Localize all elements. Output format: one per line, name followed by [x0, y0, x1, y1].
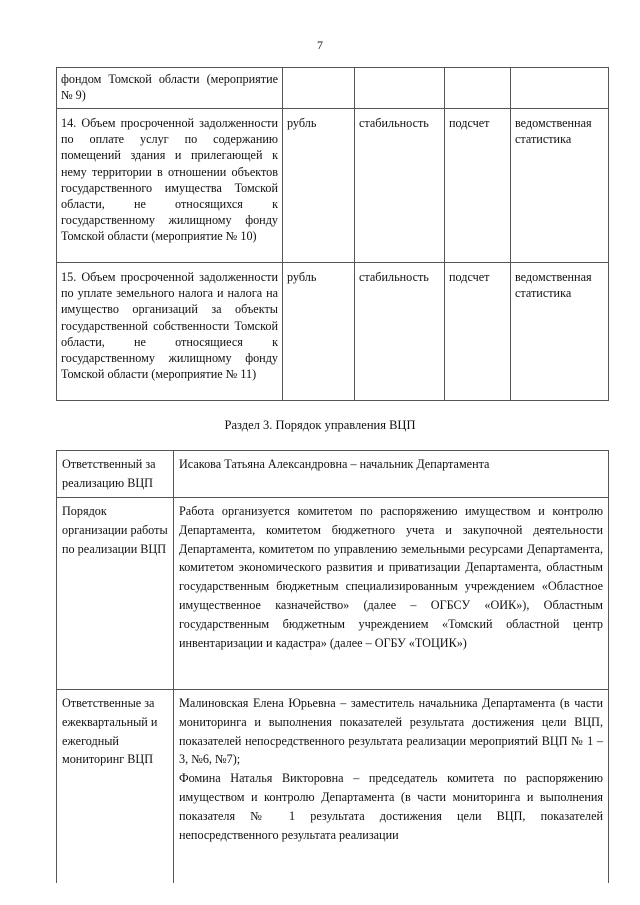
indicator-unit [283, 68, 355, 109]
management-table [56, 450, 609, 883]
indicator-trend: стабильность [355, 109, 445, 263]
management-content [174, 451, 609, 498]
management-content [174, 690, 609, 884]
management-paragraph: Фомина Наталья Викторовна – председатель комитета по распоряжению имуществом и контролю Департамента (в части мониторинга и выполнения показателя № 1 результата достижения цели ВЦП, показателей непосредственного результата реализации [179, 771, 603, 842]
indicator-description: фондом Томской области (мероприятие № 9) [57, 68, 283, 109]
management-paragraph: Малиновская Елена Юрьевна – заместитель начальника Департамента (в части мониторинга и выполнения показателей результата достижения цели ВЦП, показателей непосредственного результата реализации мероприятий ВЦП № 1 – 3, №6, №7); [179, 696, 603, 767]
table-row [57, 498, 609, 690]
indicator-unit: рубль [283, 263, 355, 401]
management-paragraph: Работа организуется комитетом по распоряжению имуществом и контролю Департамента, комитетом бюджетного учета и закупочной деятельности Департамента, комитетом по управлению земельными ресурсами Департамента, комитетом экономического развития и приватизации Департамента, областным государственным бюджетным специализированным учреждением «Областное имущественное казначейство» (далее – ОГБСУ «ОИК»), Областным государственным бюджетным учреждением «Томский областной центр инвентаризации и кадастра» (далее – ОГБУ «ТОЦИК») [179, 504, 603, 650]
indicator-method: подсчет [445, 109, 511, 263]
indicator-trend: стабильность [355, 263, 445, 401]
indicator-description: 14. Объем просроченной задолженности по оплате услуг по содержанию помещений здания и прилегающей к нему территории в отношении объектов государственного имущества Томской области, не относящихся к государственному жилищному фонду Томской области (мероприятие № 10) [57, 109, 283, 263]
management-label: Ответственные за ежеквартальный и ежегодный мониторинг ВЦП [57, 690, 174, 884]
indicators-table [56, 67, 609, 401]
section-title: Раздел 3. Порядок управления ВЦП [224, 418, 416, 432]
indicator-method [445, 68, 511, 109]
indicator-method: подсчет [445, 263, 511, 401]
indicator-source: ведомственная статистика [511, 109, 609, 263]
management-label: Порядок организации работы по реализации ВЦП [57, 498, 174, 690]
table-row [57, 451, 609, 498]
indicator-source: ведомственная статистика [511, 263, 609, 401]
management-label: Ответственный за реализацию ВЦП [57, 451, 174, 498]
indicator-description: 15. Объем просроченной задолженности по уплате земельного налога и налога на имущество организаций за объекты государственной собственности Томской области, не относящиеся к государственному жилищному фонду Томской области (мероприятие № 11) [57, 263, 283, 401]
management-paragraph: Исакова Татьяна Александровна – начальник Департамента [179, 457, 490, 471]
table-row [57, 263, 609, 401]
indicator-unit: рубль [283, 109, 355, 263]
table-row [57, 690, 609, 884]
page-number: 7 [317, 38, 323, 52]
management-content [174, 498, 609, 690]
indicator-trend [355, 68, 445, 109]
indicator-source [511, 68, 609, 109]
table-row [57, 68, 609, 109]
table-row [57, 109, 609, 263]
